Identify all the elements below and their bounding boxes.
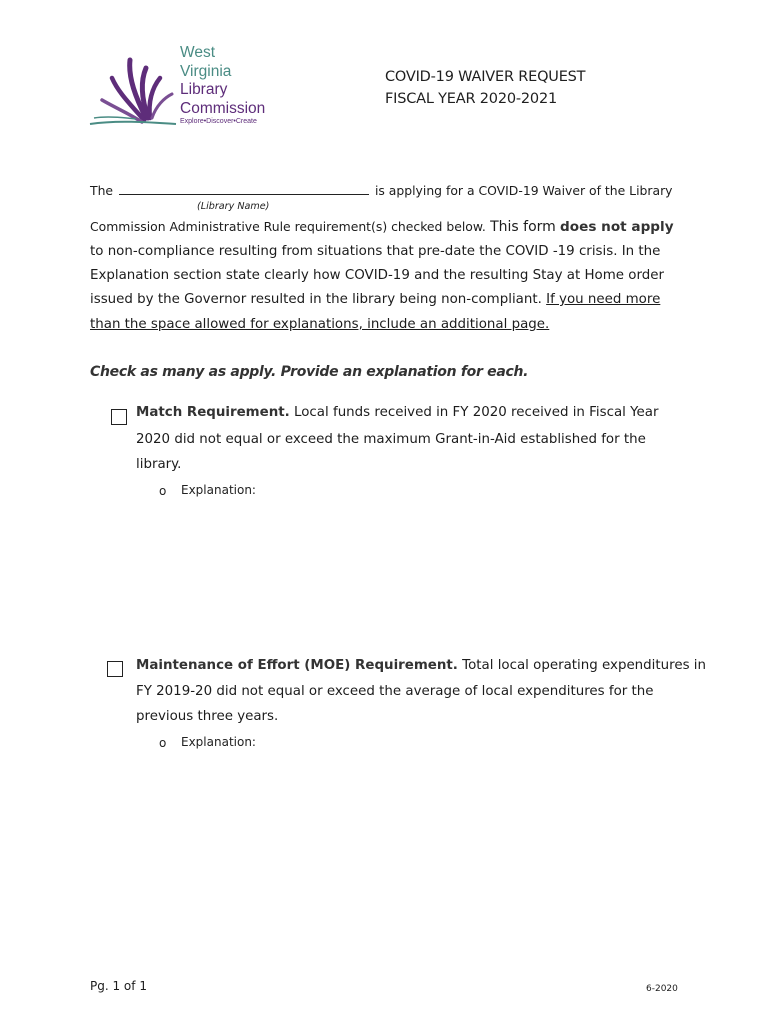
item-1-bullet: o	[159, 484, 167, 498]
intro-after-blank: is applying for a COVID-19 Waiver of the Library	[374, 183, 673, 198]
title-line-1: COVID-19 WAIVER REQUEST	[385, 69, 586, 85]
logo-wordmark	[180, 44, 265, 118]
intro-line-5-a: issued by the Governor resulted in the library being non-compliant.	[90, 292, 542, 307]
item-2-line-2: FY 2019-20 did not equal or exceed the average of local expenditures for the	[136, 684, 654, 699]
logo-tagline: Explore•Discover•Create	[180, 118, 257, 125]
check-instructions: Check as many as apply. Provide an explanation for each.	[90, 364, 529, 380]
form-date: 6-2020	[646, 984, 678, 994]
title-line-2: FISCAL YEAR 2020-2021	[385, 91, 558, 107]
intro-line-4: Explanation section state clearly how COVID-19 and the resulting Stay at Home order	[90, 268, 664, 283]
intro-the: The	[90, 183, 114, 198]
item-1-explanation-label: Explanation:	[181, 483, 256, 497]
intro-line-1	[90, 182, 673, 198]
item-2-bullet: o	[159, 736, 167, 750]
item-1-line-2: 2020 did not equal or exceed the maximum Grant-in-Aid established for the	[136, 432, 646, 447]
logo-fan-icon	[86, 38, 178, 130]
intro-does-not-apply: does not apply	[560, 219, 674, 235]
logo-line-virginia: Virginia	[180, 62, 232, 80]
item-1-line-3: library.	[136, 457, 182, 472]
intro-line-5-b: If you need more	[546, 292, 661, 307]
item-2-line-1	[136, 658, 706, 673]
item-2-label: Maintenance of Effort (MOE) Requirement.	[136, 658, 458, 673]
item-2-text-1: Total local operating expenditures in	[462, 658, 707, 673]
item-1-explanation-area[interactable]	[181, 505, 681, 635]
document-title	[385, 66, 585, 110]
page-number: Pg. 1 of 1	[90, 979, 147, 993]
item-2-line-3: previous three years.	[136, 709, 279, 724]
item-1-line-1	[136, 405, 659, 420]
item-1-label: Match Requirement.	[136, 405, 290, 420]
intro-line-3: to non-compliance resulting from situations that pre-date the COVID -19 crisis. In the	[90, 244, 661, 259]
intro-line-6: than the space allowed for explanations, include an additional page.	[90, 317, 550, 332]
library-name-caption: (Library Name)	[197, 201, 270, 212]
logo-line-west: West	[180, 44, 216, 61]
item-1-text-1: Local funds received in FY 2020 received in Fiscal Year	[294, 405, 659, 420]
intro-line-2	[90, 219, 674, 235]
intro-line-2-b: This form	[490, 219, 556, 235]
item-2-explanation-area[interactable]	[181, 757, 681, 937]
moe-requirement-checkbox[interactable]	[107, 661, 123, 677]
wvlc-logo	[86, 38, 286, 134]
library-name-field[interactable]	[119, 182, 369, 195]
logo-line-commission: Commission	[180, 99, 266, 117]
item-2-explanation-label: Explanation:	[181, 735, 256, 749]
intro-line-5	[90, 292, 660, 307]
match-requirement-checkbox[interactable]	[111, 409, 127, 425]
logo-line-library: Library	[180, 81, 228, 98]
intro-line-2-a: Commission Administrative Rule requirement(s) checked below.	[90, 219, 486, 234]
